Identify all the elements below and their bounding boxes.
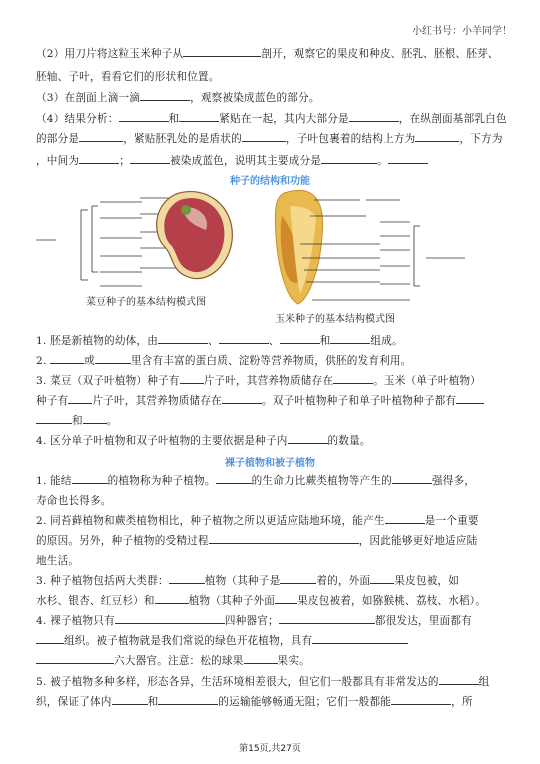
question-line (36, 392, 506, 410)
answer-blank[interactable] (68, 393, 92, 404)
answer-blank[interactable] (112, 694, 148, 705)
answer-blank[interactable] (183, 46, 261, 57)
text-segment: ，中间为 (36, 155, 80, 167)
answer-blank[interactable] (288, 433, 328, 444)
bean-plumule (181, 205, 191, 215)
answer-blank[interactable] (158, 694, 218, 705)
corn-seed-diagram (270, 186, 480, 316)
text-segment: 的部分是 (36, 133, 80, 145)
text-segment: 4. 裸子植物只有 (36, 615, 115, 627)
text-segment: ，下方为 (459, 133, 503, 145)
question-line (36, 693, 506, 711)
answer-blank[interactable] (312, 633, 408, 644)
page-footer: 第15页,共27页 (239, 744, 301, 754)
answer-blank[interactable] (333, 373, 373, 384)
text-segment: 的植物称为种子植物。 (107, 475, 216, 487)
text-segment: （4）结果分析： (36, 113, 119, 125)
text-segment: 。双子叶植物种子和单子叶植物种子都有 (261, 395, 457, 407)
text-segment: ，在纵剖面基部乳白色 (398, 113, 507, 125)
text-segment: 寿命也长得多。 (36, 495, 112, 507)
text-segment: ，因此能够更好地适应陆 (358, 535, 478, 547)
answer-blank[interactable] (280, 573, 316, 584)
bean-caption: 菜豆种子的基本结构模式图 (86, 297, 206, 308)
bean-seed-diagram (36, 186, 236, 306)
answer-blank[interactable] (36, 413, 72, 424)
answer-blank[interactable] (275, 593, 297, 604)
question-line (36, 372, 506, 390)
answer-blank[interactable] (321, 153, 377, 164)
answer-blank[interactable] (140, 90, 190, 101)
question-line (36, 532, 506, 550)
text-segment: 、 (268, 335, 280, 347)
text-segment: 的原因。另外，种子植物的受精过程 (36, 535, 209, 547)
answer-blank[interactable] (179, 111, 219, 122)
answer-blank[interactable] (95, 353, 131, 364)
answer-blank[interactable] (180, 373, 204, 384)
question-line (36, 612, 506, 630)
text-line (36, 45, 506, 63)
answer-blank[interactable] (391, 694, 451, 705)
text-segment: 。 (106, 415, 118, 427)
answer-blank[interactable] (36, 633, 64, 644)
text-segment: 六大器官。注意：松的球果 (114, 655, 244, 667)
text-segment: ，所 (451, 696, 473, 708)
text-segment: 水杉、银杏、红豆杉）和 (36, 595, 155, 607)
text-segment: 的数量。 (327, 435, 371, 447)
question-line (36, 412, 506, 430)
question-line (36, 552, 506, 570)
text-segment: 片子叶，其营养物质储存在 (203, 375, 334, 387)
question-line (36, 632, 506, 650)
text-segment: 和 (168, 113, 180, 125)
corn-caption: 玉米种子的基本结构模式图 (275, 314, 395, 325)
answer-blank[interactable] (79, 153, 119, 164)
text-segment: 。玉米（单子叶植物） (373, 375, 482, 387)
answer-blank[interactable] (388, 153, 428, 164)
text-segment: 3. 菜豆（双子叶植物）种子有 (36, 375, 180, 387)
answer-blank[interactable] (415, 131, 459, 142)
text-line (36, 110, 506, 128)
answer-blank[interactable] (169, 573, 205, 584)
question-line (36, 512, 506, 530)
question-line (36, 673, 506, 691)
text-line (36, 130, 506, 148)
text-segment: 是一个重要 (424, 515, 479, 527)
text-segment: 的运输能够畅通无阻；它们一般都能 (218, 696, 392, 708)
question-line (36, 492, 506, 510)
answer-blank[interactable] (349, 111, 399, 122)
text-segment: 4. 区分单子叶植物和双子叶植物的主要依据是种子内 (36, 435, 288, 447)
answer-blank[interactable] (222, 393, 262, 404)
answer-blank[interactable] (370, 573, 394, 584)
text-segment: 、 (208, 335, 219, 347)
question-line (36, 652, 506, 670)
text-segment: 被染成蓝色，说明其主要成分是 (169, 155, 322, 167)
question-line (36, 352, 506, 370)
question-line (36, 432, 506, 450)
text-segment: 1. 能结 (36, 475, 72, 487)
text-line (36, 152, 506, 170)
text-segment: 果皮包被，如 (394, 575, 460, 587)
text-segment: 5. 被子植物多种多样，形态各异，生活环境相差很大，但它们一般都具有非常发达的 (36, 676, 439, 688)
answer-blank[interactable] (216, 473, 252, 484)
answer-blank[interactable] (330, 333, 370, 344)
answer-blank[interactable] (155, 593, 189, 604)
text-segment: 和 (72, 415, 83, 427)
text-segment: 紧贴在一起，其内大部分是 (219, 113, 349, 125)
text-segment: 剖开，观察它的果皮和种皮、胚乳、胚根、胚芽、 (261, 48, 499, 60)
text-segment: 组成。 (370, 335, 403, 347)
text-segment: 1. 胚是新植物的幼体，由 (36, 335, 159, 347)
answer-blank[interactable] (279, 613, 375, 624)
answer-blank[interactable] (209, 533, 359, 544)
answer-blank[interactable] (50, 353, 84, 364)
text-line (36, 68, 506, 86)
answer-blank[interactable] (392, 473, 432, 484)
text-segment: 果皮包被着，如猕猴桃、荔枝、水稻）。 (297, 595, 487, 607)
text-segment: 胚轴、子叶，看看它们的形状和位置。 (36, 71, 220, 83)
answer-blank[interactable] (242, 131, 286, 142)
text-segment: 强得多， (431, 475, 476, 487)
text-segment: 植物（其种子是 (204, 575, 281, 587)
answer-blank[interactable] (72, 473, 108, 484)
text-segment: 着的，外面 (316, 575, 371, 587)
text-segment: 植物（其种子外面 (188, 595, 276, 607)
text-segment: 2. 同苔藓植物和蕨类植物相比，种子植物之所以更适应陆地环境，能产生 (36, 515, 385, 527)
answer-blank[interactable] (439, 674, 479, 685)
text-segment: 的生命力比蕨类植物等产生的 (251, 475, 392, 487)
question-line (36, 572, 506, 590)
text-segment: 3. 种子植物包括两大类群： (36, 575, 169, 587)
text-segment: 组织。被子植物就是我们常说的绿色开花植物，具有 (64, 635, 313, 647)
answer-blank[interactable] (219, 333, 269, 344)
answer-blank[interactable] (130, 153, 170, 164)
answer-blank[interactable] (244, 653, 278, 664)
text-segment: （2）用刀片将这粒玉米种子从 (36, 48, 184, 60)
text-segment: 都很发达，里面都有 (374, 615, 472, 627)
question-line (36, 332, 506, 350)
answer-blank[interactable] (119, 111, 169, 122)
answer-blank[interactable] (456, 393, 484, 404)
section-title: 裸子植物和被子植物 (225, 458, 315, 469)
text-segment: ，紧贴胚乳处的是盾状的 (123, 133, 242, 145)
text-line (36, 89, 506, 107)
answer-blank[interactable] (79, 131, 123, 142)
answer-blank[interactable] (385, 513, 425, 524)
text-segment: 2. (36, 355, 51, 367)
answer-blank[interactable] (36, 653, 114, 664)
text-segment: （3）在剖面上滴一滴 (36, 92, 141, 104)
text-segment: 里含有丰富的蛋白质、淀粉等营养物质，供胚的发育利用。 (130, 355, 412, 367)
text-segment: 片子叶，其营养物质储存在 (92, 395, 222, 407)
text-segment: 。 (377, 155, 388, 167)
answer-blank[interactable] (280, 333, 320, 344)
text-segment: 果实。 (277, 655, 310, 667)
question-line (36, 592, 506, 610)
question-line (36, 472, 506, 490)
text-segment: ； (119, 155, 130, 167)
text-segment: ，子叶包裹着的结构上方为 (285, 133, 416, 145)
text-segment: 种子有 (36, 395, 69, 407)
text-segment: 织，保证了体内 (36, 696, 112, 708)
page-header: 小红书号：小羊同学！ (412, 26, 512, 37)
text-segment: 地生活。 (36, 555, 80, 567)
section-title: 种子的结构和功能 (230, 176, 310, 187)
text-segment: ，观察被染成蓝色的部分。 (190, 92, 320, 104)
answer-blank[interactable] (158, 333, 208, 344)
text-segment: 或 (84, 355, 95, 367)
text-segment: 和 (147, 696, 159, 708)
answer-blank[interactable] (83, 413, 107, 424)
answer-blank[interactable] (115, 613, 225, 624)
text-segment: 和 (319, 335, 331, 347)
text-segment: 四种器官； (224, 615, 279, 627)
text-segment: 组 (478, 676, 490, 688)
